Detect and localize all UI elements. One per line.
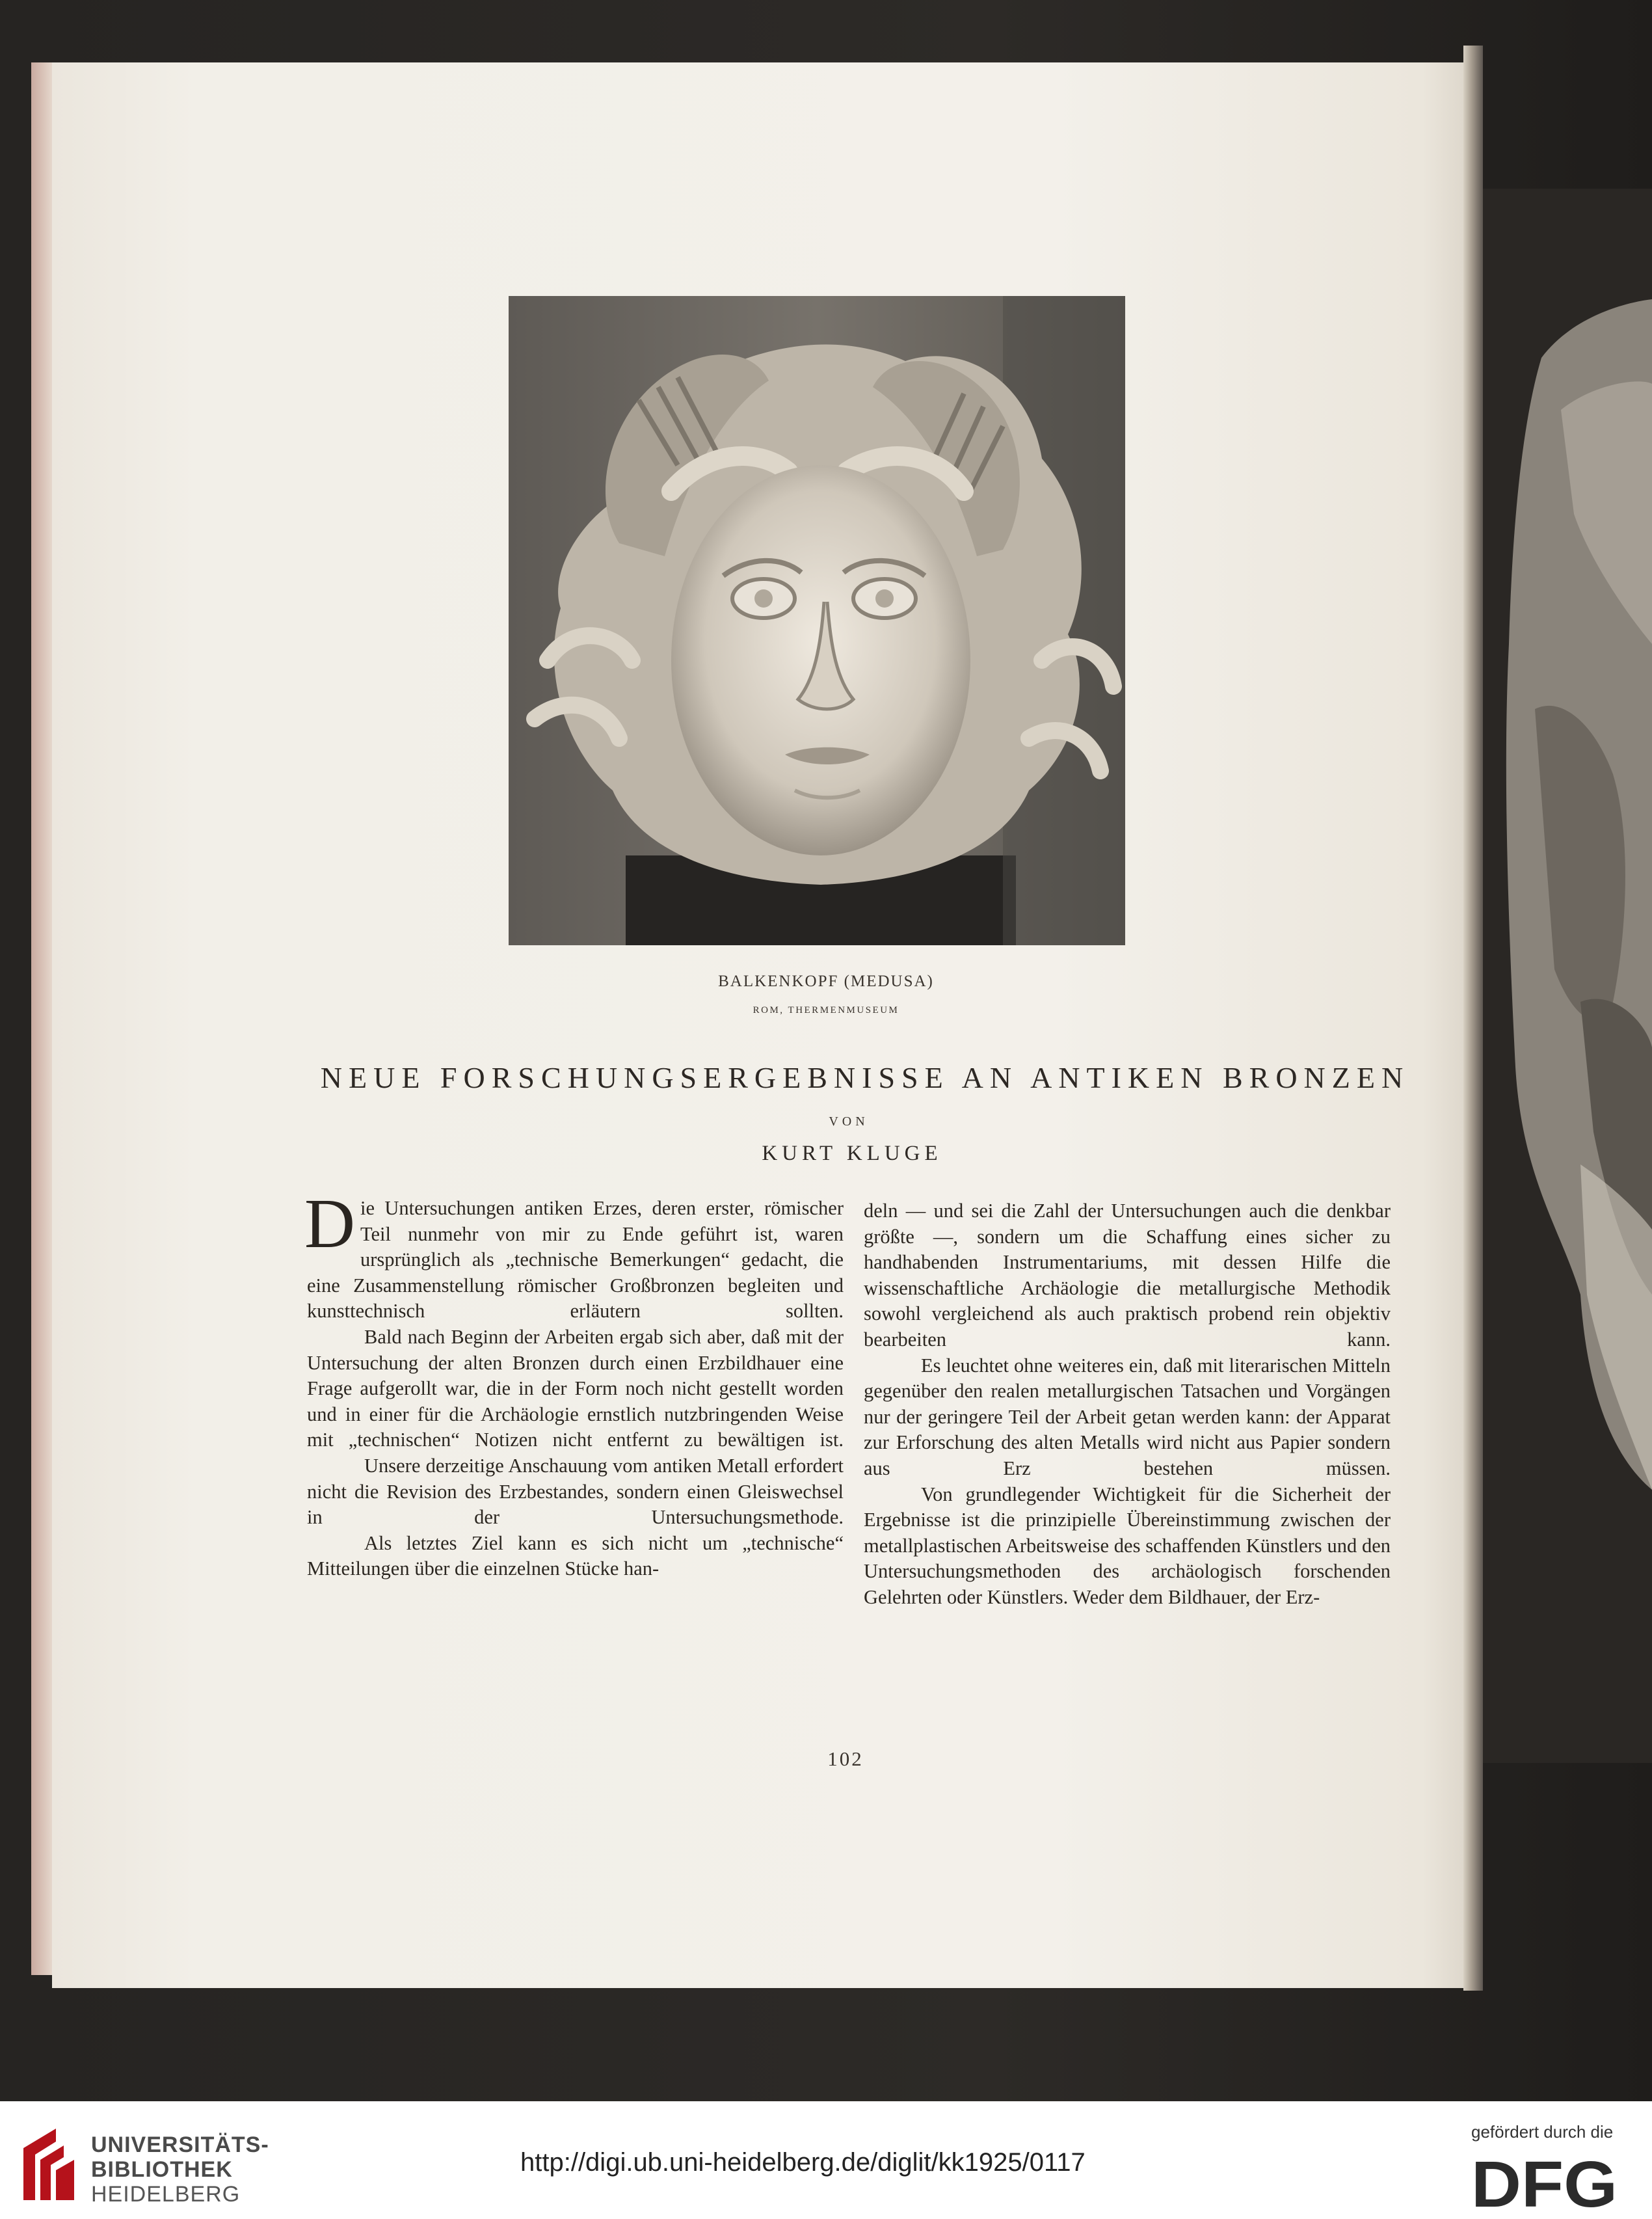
- plate-caption-location: ROM, THERMENMUSEUM: [753, 1005, 899, 1015]
- library-name-line2: BIBLIOTHEK: [91, 2157, 233, 2182]
- paragraph: Es leuchtet ohne weiteres ein, daß mit literarischen Mitteln gegenüber den realen metallurgischen Tatsachen und Vorgängen nur der geringere Teil der Arbeit getan werden kann: der Apparat zur Erforschung des alten Metalls wird nicht aus Papier sondern aus Erz bestehen müssen.: [864, 1354, 1391, 1479]
- drop-cap: D: [304, 1185, 355, 1263]
- dfg-logo-icon: [1471, 2153, 1621, 2212]
- article-author: KURT KLUGE: [762, 1142, 942, 1165]
- text-column-right: [864, 1198, 1391, 1611]
- page-number: 102: [827, 1747, 864, 1770]
- text-column-left: [304, 1185, 844, 1582]
- library-name-line1: UNIVERSITÄTS-: [91, 2132, 269, 2157]
- paragraph-text: ie Untersuchungen antiken Erzes, deren erster, römischer Teil nunmehr von mir zu Ende geführt ist, waren ursprünglich als „technische Bemerkungen“ gedacht, die eine Zusammenstellung römischer Großbronzen begleiten und kunsttechnisch erläutern sollten.: [307, 1197, 844, 1323]
- medusa-photo: [509, 296, 1125, 945]
- paragraph: Von grundlegender Wichtigkeit für die Sicherheit der Ergebnisse ist die prinzipielle Übereinstimmung zwischen der metallplastischen Arbeitsweise des schaffenden Künstlers und den Untersuchungsmethoden des archäologisch forschenden Gelehrten oder Künstlers. Weder dem Bildhauer, der Erz-: [864, 1483, 1391, 1608]
- university-library-logo-icon: [17, 2122, 82, 2207]
- paragraph: Unsere derzeitige Anschauung vom antiken Metall erfordert nicht die Revision des Erzbestandes, sondern einen Gleiswechsel in der Untersuchungsmethode.: [307, 1454, 844, 1529]
- paragraph: Als letztes Ziel kann es sich nicht um „technische“ Mitteilungen über die einzelnen Stücke han-: [307, 1531, 844, 1580]
- permalink-url[interactable]: http://digi.ub.uni-heidelberg.de/diglit/kk1925/0117: [520, 2148, 1086, 2177]
- plate-caption-title: BALKENKOPF (MEDUSA): [718, 973, 934, 990]
- paragraph: [304, 1185, 844, 1325]
- medusa-plate: [509, 296, 1125, 945]
- dfg-logo-text: DFG: [1471, 2153, 1618, 2212]
- article-byline-von: VON: [829, 1114, 869, 1129]
- paragraph: deln — und sei die Zahl der Untersuchungen auch die denkbar größte —, sondern um die Schaffung eines sicher zu handhabenden Instrumentariums, mit dessen Hilfe die wissenschaftliche Archäologie die metallurgische Methodik sowohl vergleichend als auch praktisch probend rein objektiv bearbeiten kann.: [864, 1200, 1391, 1351]
- funder-caption: gefördert durch die: [1471, 2122, 1614, 2142]
- paragraph: Bald nach Beginn der Arbeiten ergab sich aber, daß mit der Untersuchung der alten Bronzen durch einen Erzbildhauer eine Frage aufgerollt war, die in der Form noch nicht gestellt worden und in einer für die Archäologie ernstlich nutzbringenden Weise mit „technischen“ Notizen nicht entfernt zu bewältigen ist.: [307, 1325, 844, 1451]
- article-title: NEUE FORSCHUNGSERGEBNISSE AN ANTIKEN BRONZEN: [320, 1061, 1410, 1094]
- library-name-line3: HEIDELBERG: [91, 2182, 241, 2207]
- book-gutter: [1463, 46, 1483, 1991]
- footer-bar: [0, 2101, 1652, 2219]
